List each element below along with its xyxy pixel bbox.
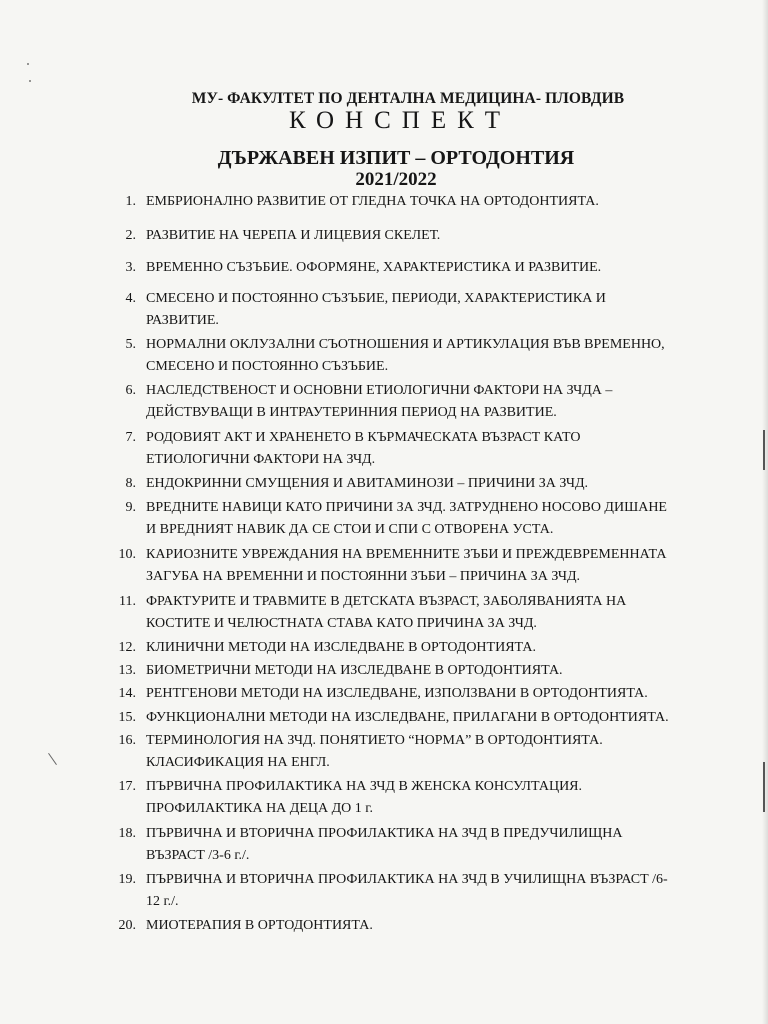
topic-number: 4. <box>125 291 136 306</box>
topic-number: 7. <box>125 430 136 445</box>
topic-text: НАСЛЕДСТВЕНОСТ И ОСНОВНИ ЕТИОЛОГИЧНИ ФАКТОРИ НА ЗЧДА – ДЕЙСТВУВАЩИ В ИНТРАУТЕРИННИЯ ПЕРИОД НА РАЗВИТИЕ. <box>146 383 613 420</box>
scan-speck <box>27 63 29 65</box>
topic-number: 12. <box>118 640 136 655</box>
topic-text: МИОТЕРАПИЯ В ОРТОДОНТИЯТА. <box>146 918 373 933</box>
academic-year: 2021/2022 <box>355 169 437 190</box>
topic-text: ЕМБРИОНАЛНО РАЗВИТИЕ ОТ ГЛЕДНА ТОЧКА НА ОРТОДОНТИЯТА. <box>146 194 599 209</box>
topic-number: 3. <box>125 260 136 275</box>
topic-number: 15. <box>118 710 136 725</box>
topic-text: ЕНДОКРИННИ СМУЩЕНИЯ И АВИТАМИНОЗИ – ПРИЧИНИ ЗА ЗЧД. <box>146 476 589 491</box>
topic-number: 1. <box>125 194 136 209</box>
topic-number: 8. <box>125 476 136 491</box>
topic-text: КАРИОЗНИТЕ УВРЕЖДАНИЯ НА ВРЕМЕННИТЕ ЗЪБИ И ПРЕЖДЕВРЕМЕННАТА ЗАГУБА НА ВРЕМЕННИ И ПОСТОЯННИ ЗЪБИ – ПРИЧИНА ЗА ЗЧД. <box>146 547 667 584</box>
scan-speck <box>29 80 31 82</box>
topic-number: 2. <box>125 228 136 243</box>
topic-number: 16. <box>118 733 136 748</box>
institution-heading: МУ- ФАКУЛТЕТ ПО ДЕНТАЛНА МЕДИЦИНА- ПЛОВДИВ <box>191 90 625 107</box>
topic-text: ПЪРВИЧНА И ВТОРИЧНА ПРОФИЛАКТИКА НА ЗЧД В УЧИЛИЩНА ВЪЗРАСТ /6- 12 г./. <box>146 872 668 909</box>
topic-text: СМЕСЕНО И ПОСТОЯННО СЪЗЪБИЕ, ПЕРИОДИ, ХАРАКТЕРИСТИКА И РАЗВИТИЕ. <box>146 291 606 328</box>
topic-text: БИОМЕТРИЧНИ МЕТОДИ НА ИЗСЛЕДВАНЕ В ОРТОДОНТИЯТА. <box>146 663 563 678</box>
topic-text: НОРМАЛНИ ОКЛУЗАЛНИ СЪОТНОШЕНИЯ И АРТИКУЛАЦИЯ ВЪВ ВРЕМЕННО, СМЕСЕНО И ПОСТОЯННО СЪЗЪБИЕ. <box>146 337 665 374</box>
scan-stray-mark <box>48 753 57 765</box>
topic-text: ФРАКТУРИТЕ И ТРАВМИТЕ В ДЕТСКАТА ВЪЗРАСТ, ЗАБОЛЯВАНИЯТА НА КОСТИТЕ И ЧЕЛЮСТНАТА СТАВА КАТО ПРИЧИНА ЗА ЗЧД. <box>146 594 627 631</box>
topic-number: 20. <box>118 918 136 933</box>
topic-number: 17. <box>118 779 136 794</box>
topic-number: 9. <box>125 500 136 515</box>
exam-title: ДЪРЖАВЕН ИЗПИТ – ОРТОДОНТИЯ <box>217 147 575 169</box>
topic-text: РЕНТГЕНОВИ МЕТОДИ НА ИЗСЛЕДВАНЕ, ИЗПОЛЗВАНИ В ОРТОДОНТИЯТА. <box>146 686 648 701</box>
topic-text: ТЕРМИНОЛОГИЯ НА ЗЧД. ПОНЯТИЕТО “НОРМА” В ОРТОДОНТИЯТА. КЛАСИФИКАЦИЯ НА ЕНГЛ. <box>146 733 603 770</box>
topic-text: ВРЕМЕННО СЪЗЪБИЕ. ОФОРМЯНЕ, ХАРАКТЕРИСТИКА И РАЗВИТИЕ. <box>146 260 602 275</box>
topic-text: ВРЕДНИТЕ НАВИЦИ КАТО ПРИЧИНИ ЗА ЗЧД. ЗАТРУДНЕНО НОСОВО ДИШАНЕ И ВРЕДНИЯТ НАВИК ДА СЕ СТОИ И СПИ С ОТВОРЕНА УСТА. <box>146 500 667 537</box>
topic-number: 10. <box>118 547 136 562</box>
topic-text: РАЗВИТИЕ НА ЧЕРЕПА И ЛИЦЕВИЯ СКЕЛЕТ. <box>146 228 441 243</box>
topic-text: ФУНКЦИОНАЛНИ МЕТОДИ НА ИЗСЛЕДВАНЕ, ПРИЛАГАНИ В ОРТОДОНТИЯТА. <box>146 710 669 725</box>
scan-edge-mark <box>763 430 765 470</box>
topic-text: РОДОВИЯТ АКТ И ХРАНЕНЕТО В КЪРМАЧЕСКАТА ВЪЗРАСТ КАТО ЕТИОЛОГИЧНИ ФАКТОРИ НА ЗЧД. <box>146 430 581 467</box>
document-type-heading: КОНСПЕКТ <box>288 107 512 134</box>
topic-number: 5. <box>125 337 136 352</box>
scan-edge-mark <box>763 762 765 812</box>
topic-number: 18. <box>118 826 136 841</box>
topic-number: 13. <box>118 663 136 678</box>
topic-number: 19. <box>118 872 136 887</box>
topic-text: ПЪРВИЧНА И ВТОРИЧНА ПРОФИЛАКТИКА НА ЗЧД В ПРЕДУЧИЛИЩНА ВЪЗРАСТ /3-6 г./. <box>146 826 623 863</box>
topic-text: ПЪРВИЧНА ПРОФИЛАКТИКА НА ЗЧД В ЖЕНСКА КОНСУЛТАЦИЯ. ПРОФИЛАКТИКА НА ДЕЦА ДО 1 г. <box>146 779 583 816</box>
topic-text: КЛИНИЧНИ МЕТОДИ НА ИЗСЛЕДВАНЕ В ОРТОДОНТИЯТА. <box>146 640 537 655</box>
topic-number: 14. <box>118 686 136 701</box>
topic-number: 11. <box>119 594 136 609</box>
topic-number: 6. <box>125 383 136 398</box>
